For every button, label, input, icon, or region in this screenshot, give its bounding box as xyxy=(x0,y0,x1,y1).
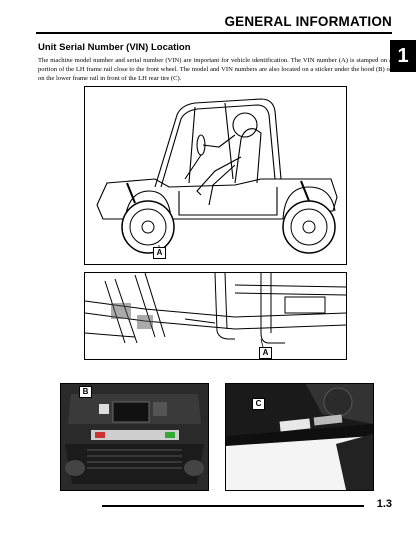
rear-wheel xyxy=(283,201,335,253)
rear-photo-illustration xyxy=(226,384,373,490)
front-wheel xyxy=(122,201,174,253)
section-heading: Unit Serial Number (VIN) Location xyxy=(38,42,191,53)
vehicle-illustration xyxy=(85,87,346,264)
footer-rule xyxy=(102,505,364,507)
callout-a-main: A xyxy=(153,247,166,259)
body-text: The machine model number and serial number (VIN) are important for vehicle identification. The VIN number (A) is stamped on a portion of the LH frame rail close to the front wheel. The model and VIN numbers are also located on a sticker under the hood (B) or on the lower frame rail in front of the LH rear tire (C). xyxy=(38,57,392,82)
page-number: 1.3 xyxy=(376,498,392,510)
header-title: GENERAL INFORMATION xyxy=(224,14,392,29)
chapter-tab: 1 xyxy=(390,40,416,72)
header-rule xyxy=(36,32,392,34)
rear-rail-sticker-photo xyxy=(225,383,374,491)
callout-b-hood: B xyxy=(79,386,92,398)
frame-rail-illustration xyxy=(85,273,346,359)
vehicle-side-view-figure xyxy=(84,86,347,265)
hood-photo-illustration xyxy=(61,384,208,490)
frame-rail-figure xyxy=(84,272,347,360)
callout-c-rear: C xyxy=(252,398,265,410)
callout-a-frame: A xyxy=(259,347,272,359)
hood-sticker-photo xyxy=(60,383,209,491)
